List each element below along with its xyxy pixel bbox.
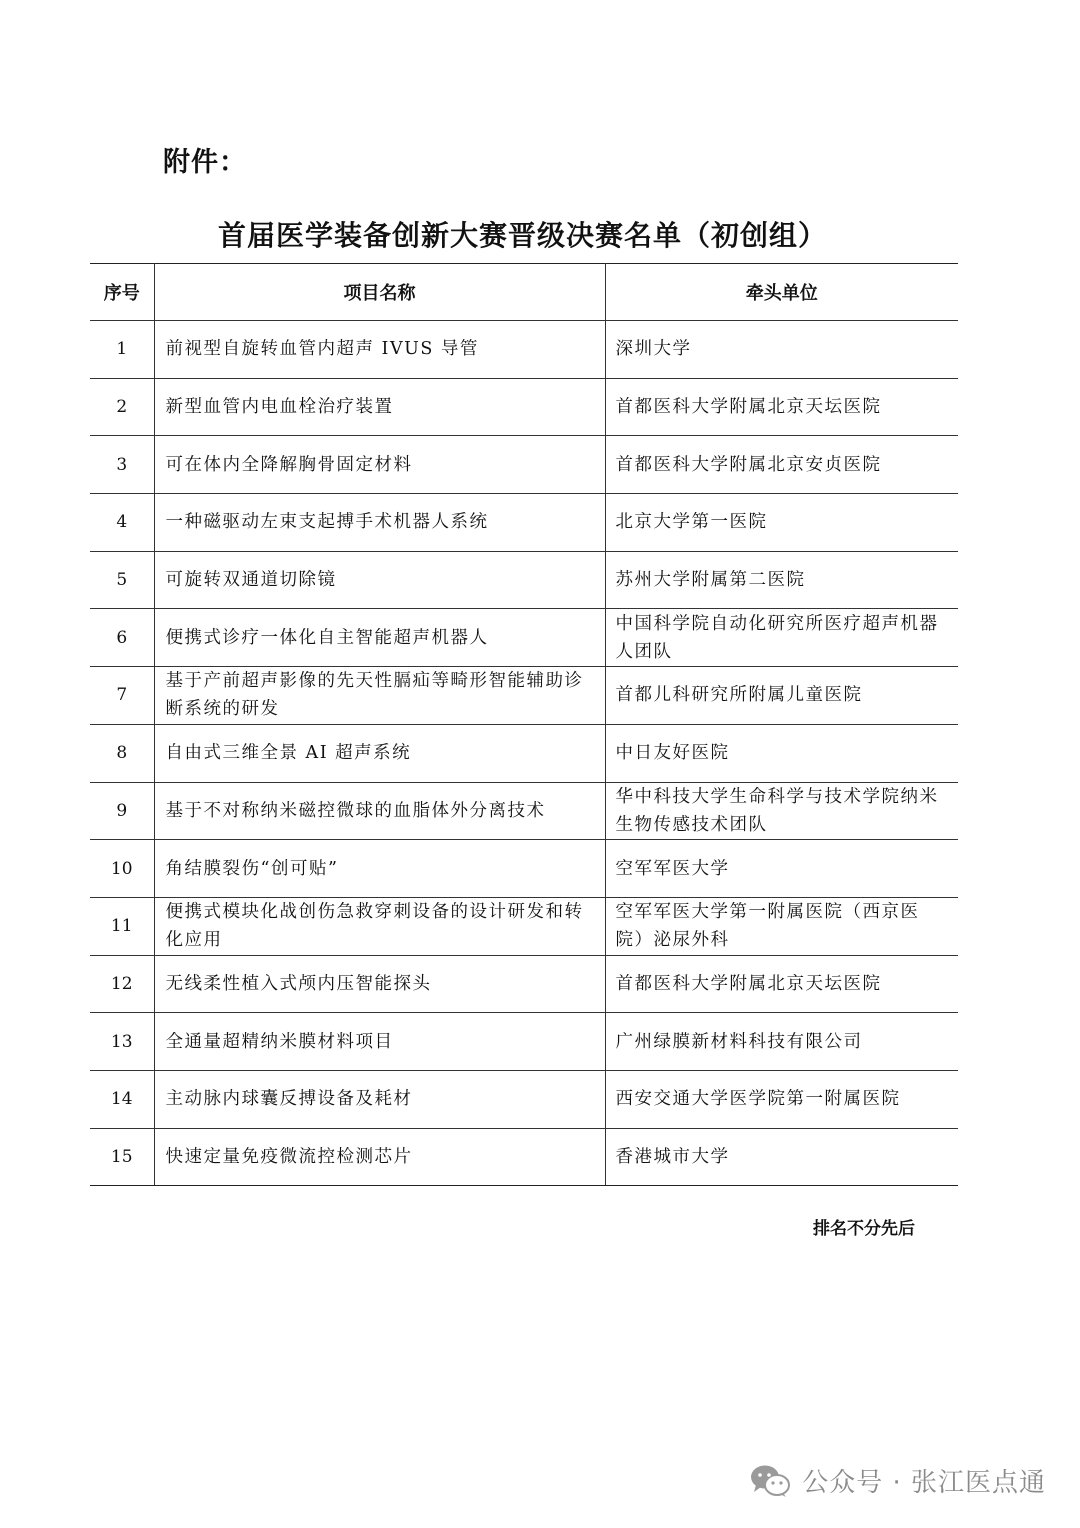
row-number: 14	[90, 1070, 154, 1128]
attachment-label: 附件：	[163, 147, 247, 178]
row-number: 13	[90, 1013, 154, 1071]
project-name-cell: 一种磁驱动左束支起搏手术机器人系统	[154, 494, 605, 552]
ranking-note: 排名不分先后	[813, 1219, 915, 1239]
project-name-cell: 快速定量免疫微流控检测芯片	[154, 1128, 605, 1186]
project-name-cell: 角结膜裂伤“创可贴”	[154, 840, 605, 898]
table-row	[90, 955, 958, 1013]
lead-unit-cell: 首都医科大学附属北京天坛医院	[605, 378, 958, 436]
project-name-cell: 新型血管内电血栓治疗装置	[154, 378, 605, 436]
row-number: 4	[90, 494, 154, 552]
project-name-cell: 基于产前超声影像的先天性膈疝等畸形智能辅助诊断系统的研发	[154, 667, 605, 725]
lead-unit-cell: 中国科学院自动化研究所医疗超声机器人团队	[605, 609, 958, 667]
row-number: 6	[90, 609, 154, 667]
table-row	[90, 840, 958, 898]
watermark-text: 公众号 · 张江医点通	[802, 1468, 1046, 1498]
table-row	[90, 1013, 958, 1071]
lead-unit-cell: 香港城市大学	[605, 1128, 958, 1186]
lead-unit-cell: 首都医科大学附属北京天坛医院	[605, 955, 958, 1013]
project-name-cell: 自由式三维全景 AI 超声系统	[154, 724, 605, 782]
row-number: 5	[90, 551, 154, 609]
watermark	[750, 1462, 1046, 1499]
row-number: 11	[90, 897, 154, 955]
lead-unit-cell: 空军军医大学第一附属医院（西京医院）泌尿外科	[605, 897, 958, 955]
lead-unit-cell: 广州绿膜新材料科技有限公司	[605, 1013, 958, 1071]
row-number: 2	[90, 378, 154, 436]
lead-unit-cell: 首都医科大学附属北京安贞医院	[605, 436, 958, 494]
table-row	[90, 436, 958, 494]
header-project-name: 项目名称	[154, 264, 605, 321]
project-name-cell: 可在体内全降解胸骨固定材料	[154, 436, 605, 494]
lead-unit-cell: 深圳大学	[605, 321, 958, 379]
row-number: 7	[90, 667, 154, 725]
table-row	[90, 551, 958, 609]
table-row	[90, 378, 958, 436]
table-row	[90, 494, 958, 552]
row-number: 15	[90, 1128, 154, 1186]
project-name-cell: 无线柔性植入式颅内压智能探头	[154, 955, 605, 1013]
project-name-cell: 便携式诊疗一体化自主智能超声机器人	[154, 609, 605, 667]
wechat-icon	[750, 1464, 790, 1498]
lead-unit-cell: 华中科技大学生命科学与技术学院纳米生物传感技术团队	[605, 782, 958, 840]
project-name-cell: 可旋转双通道切除镜	[154, 551, 605, 609]
lead-unit-cell: 首都儿科研究所附属儿童医院	[605, 667, 958, 725]
table-body	[90, 321, 958, 1186]
table-row	[90, 1070, 958, 1128]
lead-unit-cell: 苏州大学附属第二医院	[605, 551, 958, 609]
row-number: 10	[90, 840, 154, 898]
table-row	[90, 609, 958, 667]
row-number: 1	[90, 321, 154, 379]
row-number: 3	[90, 436, 154, 494]
project-name-cell: 主动脉内球囊反搏设备及耗材	[154, 1070, 605, 1128]
row-number: 8	[90, 724, 154, 782]
table-row	[90, 667, 958, 725]
project-name-cell: 便携式模块化战创伤急救穿刺设备的设计研发和转化应用	[154, 897, 605, 955]
table-row	[90, 897, 958, 955]
table-row	[90, 724, 958, 782]
project-name-cell: 前视型自旋转血管内超声 IVUS 导管	[154, 321, 605, 379]
header-no: 序号	[90, 264, 154, 321]
lead-unit-cell: 中日友好医院	[605, 724, 958, 782]
project-name-cell: 全通量超精纳米膜材料项目	[154, 1013, 605, 1071]
page-title: 首届医学装备创新大赛晋级决赛名单（初创组）	[217, 219, 827, 252]
lead-unit-cell: 空军军医大学	[605, 840, 958, 898]
table-row	[90, 782, 958, 840]
table-row	[90, 1128, 958, 1186]
header-lead-unit: 牵头单位	[605, 264, 958, 321]
lead-unit-cell: 西安交通大学医学院第一附属医院	[605, 1070, 958, 1128]
row-number: 9	[90, 782, 154, 840]
table-header-row	[90, 264, 958, 321]
row-number: 12	[90, 955, 154, 1013]
table-row	[90, 321, 958, 379]
finalist-table	[90, 263, 958, 1186]
project-name-cell: 基于不对称纳米磁控微球的血脂体外分离技术	[154, 782, 605, 840]
lead-unit-cell: 北京大学第一医院	[605, 494, 958, 552]
